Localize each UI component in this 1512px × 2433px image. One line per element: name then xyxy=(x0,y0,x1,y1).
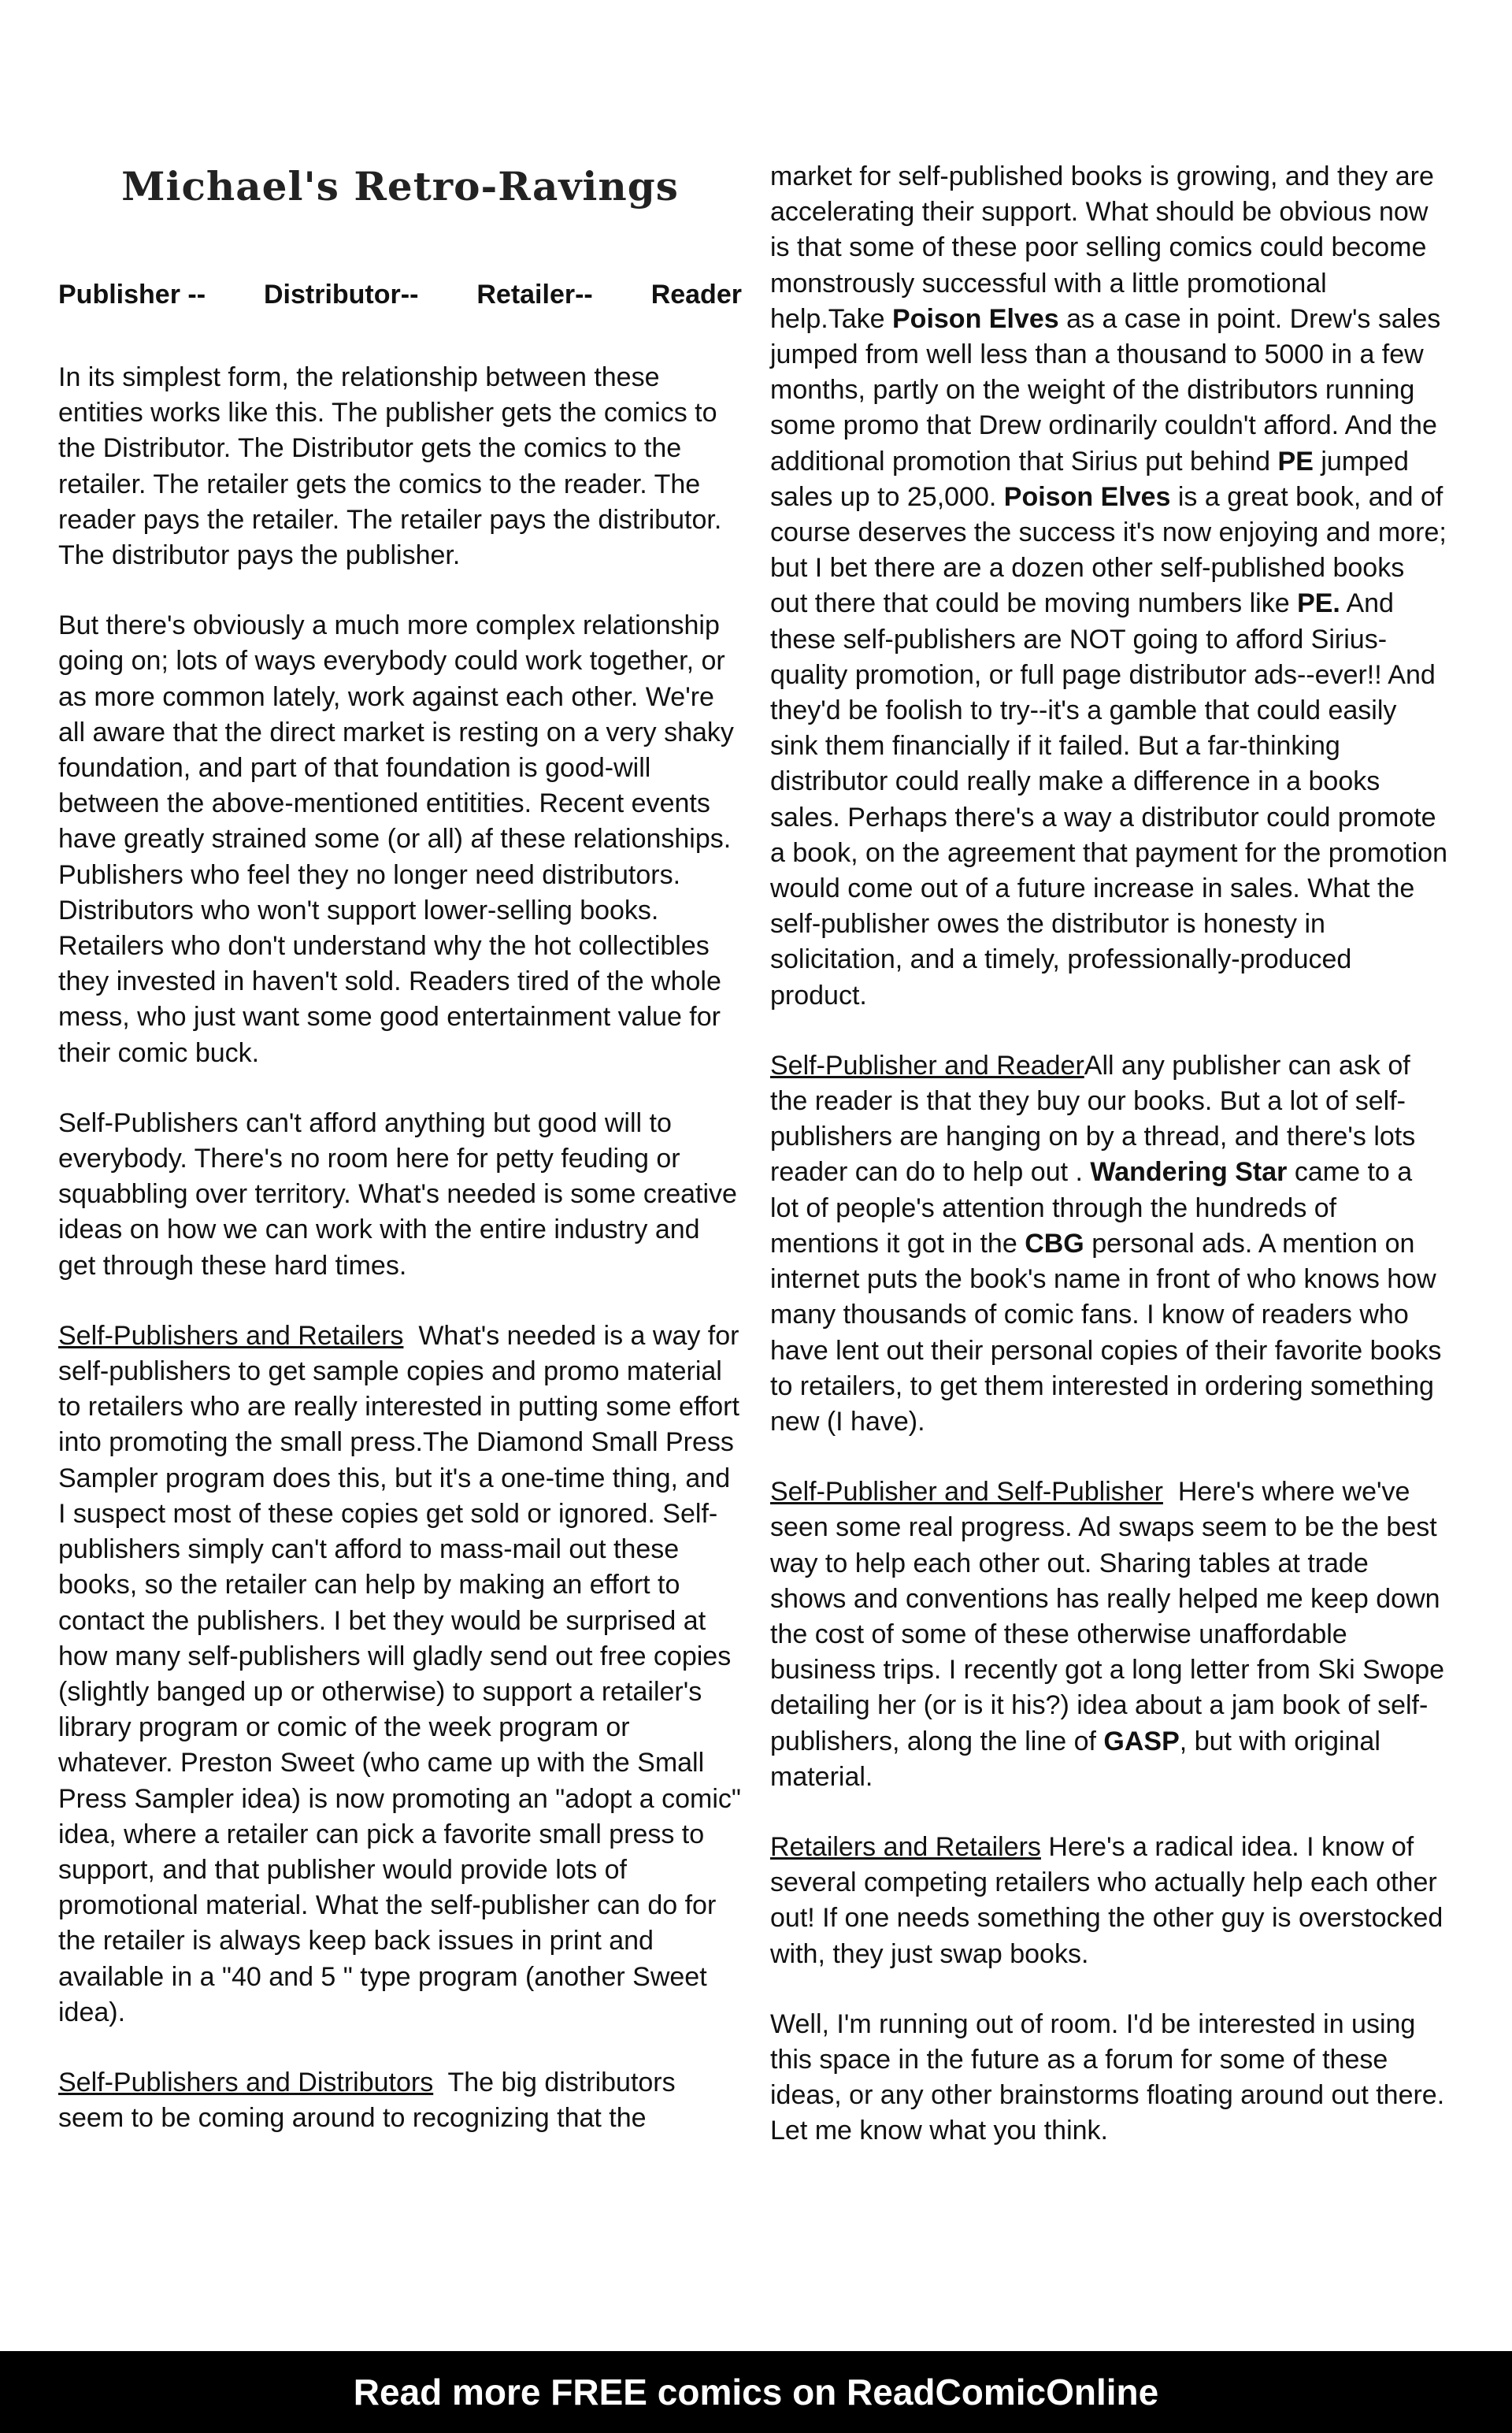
section-self-publishers-distributors xyxy=(58,2065,742,2136)
section-retailers-retailers: Retailers and Retailers Here's a radical idea. I know of several competing retailers who actually help each other out! If one needs something the other guy is overstocked with, they just swap books. xyxy=(770,1831,1443,1969)
left-column xyxy=(58,159,742,2171)
column-title: Michael's Retro-Ravings xyxy=(121,163,679,210)
subhead-retailer: Retailer-- xyxy=(476,280,593,310)
section-self-publisher-self-publisher: Self-Publisher and Self-Publisher Here's where we've seen some real progress. Ad swaps seem to be the best way to help each other out. Sharing tables at trade shows and conventions has really helped me keep down the cost of some of these otherwise unaffordable business trips. I recently got a long letter from Ski Swope detailing her (or is it his?) idea about a jam book of self-publishers, along the line of GASP, but with original material. xyxy=(770,1477,1445,1792)
section-self-publisher-reader: Self-Publisher and ReaderAll any publisher can ask of the reader is that they buy our books. But a lot of self-publishers are hanging on by a thread, and there's lots reader can do to help out . Wandering Star came to a lot of people's attention through the hundreds of mentions it got in the CBG personal ads. A mention on internet puts the book's name in front of who knows how many thousands of comic fans. I know of readers who have lent out their personal copies of their favorite books to retailers, to get them interested in ordering something new (I have). xyxy=(770,1050,1442,1437)
section-body: What's needed is a way for self-publishers to get sample copies and promo material to retailers who are really interested in putting some effort into promoting the small press.The Diamond Small Press Sampler program does this, but it's a one-time thing, and I suspect most of these copies get sold or ignored. Self-publishers simply can't afford to mass-mail out these books, so the retailer can help by making an effort to contact the publishers. I bet they would be surprised at how many self-publishers will gladly send out free copies (slightly banged up or otherwise) to support a retailer's library program or comic of the week program or whatever. Preston Sweet (who came up with the Small Press Sampler idea) is now promoting an "adopt a comic" idea, where a retailer can pick a favorite small press to support, and that publisher would provide lots of promotional material. What the self-publisher can do for the retailer is always keep back issues in print and available in a "40 and 5 " type program (another Sweet idea). xyxy=(58,1320,741,2027)
paragraph-intro: In its simplest form, the relationship between these entities works like this. The publisher gets the comics to the Distributor. The Distributor gets the comics to the retailer. The retailer gets the comics to the reader. The reader pays the retailer. The retailer pays the distributor. The distributor pays the publisher. xyxy=(58,362,722,571)
subheading xyxy=(58,277,742,313)
section-heading: Self-Publisher and Reader xyxy=(770,1050,1084,1081)
section-heading: Self-Publishers and Distributors xyxy=(58,2067,434,2097)
footer-banner[interactable]: Read more FREE comics on ReadComicOnline xyxy=(0,2351,1512,2433)
section-heading: Retailers and Retailers xyxy=(770,1831,1041,1862)
paragraph-closing: Well, I'm running out of room. I'd be interested in using this space in the future as a forum for some of these ideas, or any other brainstorms floating around out there. Let me know what you think. xyxy=(770,2008,1445,2146)
subhead-publisher: Publisher -- xyxy=(58,280,206,310)
section-self-publishers-retailers xyxy=(58,1318,742,2031)
subhead-distributor: Distributor-- xyxy=(263,280,419,310)
subhead-reader: Reader xyxy=(650,280,742,310)
paragraph-goodwill: Self-Publishers can't afford anything but good will to everybody. There's no room here for petty feuding or squabbling over territory. What's needed is some creative ideas on how we can work with the entire industry and get through these hard times. xyxy=(58,1107,737,1281)
paragraph-complex: But there's obviously a much more complex relationship going on; lots of ways everybody could work together, or as more common lately, work against each other. We're all aware that the direct market is resting on a very shaky foundation, and part of that foundation is good-will between the above-mentioned entitities. Recent events have greatly strained some (or all) af these relationships. Publishers who feel they no longer need distributors. Distributors who won't support lower-selling books. Retailers who don't understand why the hot collectibles they invested in haven't sold. Readers tired of the whole mess, who just want some good entertainment value for their comic buck. xyxy=(58,610,734,1068)
section-heading: Self-Publisher and Self-Publisher xyxy=(770,1477,1163,1508)
section-body: The big distributors seem to be coming around to recognizing that the xyxy=(58,2067,676,2134)
section-heading: Self-Publishers and Retailers xyxy=(58,1320,404,1351)
right-column xyxy=(770,159,1447,2184)
paragraph-distributor-promo: market for self-published books is growing, and they are accelerating their support. What should be obvious now is that some of these poor selling comics could become monstrously successful with a little promotional help.Take Poison Elves as a case in point. Drew's sales jumped from well less than a thousand to 5000 in a few months, partly on the weight of the distributors running some promo that Drew ordinarily couldn't afford. And the additional promotion that Sirius put behind PE jumped sales up to 25,000. Poison Elves is a great book, and of course deserves the success it's now enjoying and more; but I bet there are a dozen other self-published books out there that could be moving numbers like PE. And these self-publishers are NOT going to afford Sirius-quality promotion, or full page distributor ads--ever!! And they'd be foolish to try--it's a gamble that could easily sink them financially if it failed. But a far-thinking distributor could really make a difference in a books sales. Perhaps there's a way a distributor could promote a book, on the agreement that payment for the promotion would come out of a future increase in sales. What the self-publisher owes the distributor is honesty in solicitation, and a timely, professionally-produced product. xyxy=(770,161,1447,1011)
